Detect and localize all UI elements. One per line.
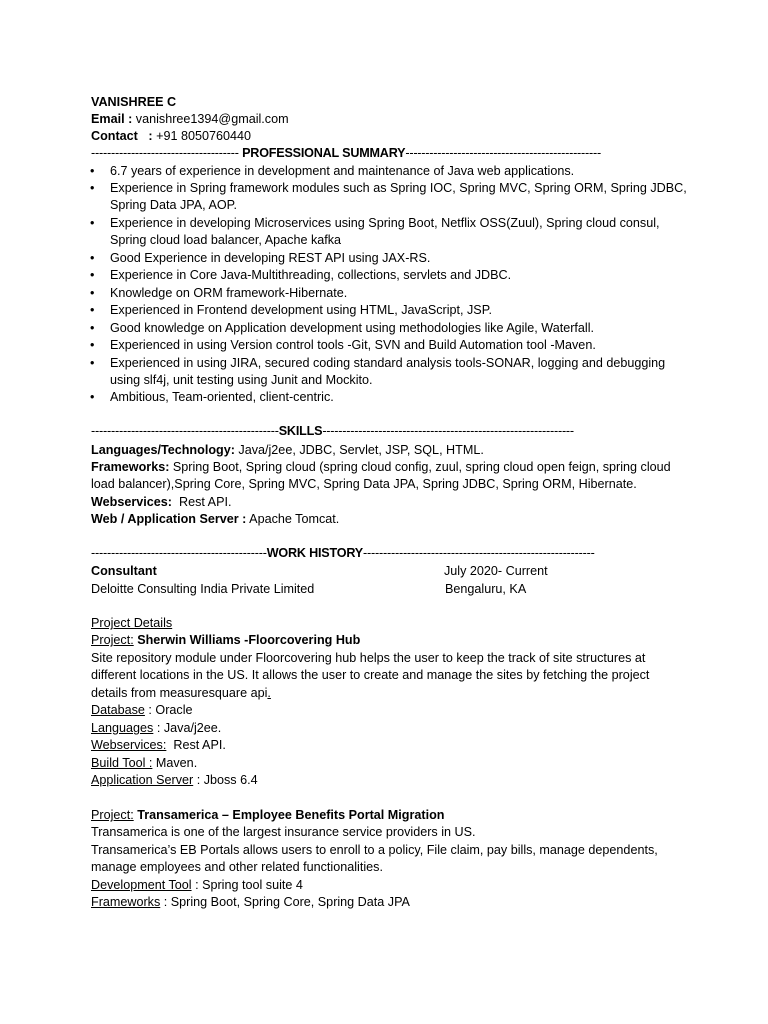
bullet-icon: • [90, 390, 95, 404]
project1-appserver-value: : Jboss 6.4 [196, 773, 258, 787]
bullet-icon: • [90, 251, 95, 265]
project1-appserver-label: Application Server [91, 773, 194, 787]
summary-item: • Good knowledge on Application development using methodologies like Agile, Waterfall. [110, 320, 690, 337]
project1-database-value: : Oracle [148, 703, 193, 717]
skills-webservices-value: Rest API. [178, 495, 232, 509]
summary-item: • Experienced in using JIRA, secured coding standard analysis tools-SONAR, logging and debugging using slf4j, unit testing using Junit and Mockito. [90, 356, 666, 388]
job-role: Consultant [91, 564, 157, 578]
work-right-dashes: ---------------------------------------------------------- [363, 546, 595, 560]
work-left-dashes: -------------------------------------------- [91, 546, 267, 560]
project1-buildtool [91, 755, 197, 772]
project1-webservices-label: Webservices: [91, 738, 167, 752]
project1-languages-value: : Java/j2ee. [156, 721, 222, 735]
contact-label: Contact [91, 129, 138, 143]
bullet-icon: • [90, 286, 95, 300]
bullet-icon: • [90, 321, 95, 335]
summary-title: PROFESSIONAL SUMMARY [242, 146, 406, 160]
project1-languages-label: Languages [91, 721, 154, 735]
project1-database [91, 702, 193, 719]
contact-value: +91 8050760440 [156, 129, 251, 143]
project2-devtool-label: Development Tool [91, 878, 192, 892]
skills-title: SKILLS [278, 424, 323, 438]
project1-desc: different locations in the US. It allows the user to create and manage the sites by fetching the project [91, 668, 650, 682]
summary-heading [91, 146, 601, 160]
work-title: WORK HISTORY [266, 546, 363, 560]
project2-label: Project: [91, 808, 134, 822]
project2-desc: manage employees and other related functionalities. [91, 860, 383, 874]
candidate-name: VANISHREE C [91, 95, 177, 109]
summary-item: • Experienced in Frontend development using HTML, JavaScript, JSP. [110, 302, 690, 319]
skills-appserver-label: Web / Application Server : [91, 512, 247, 526]
bullet-icon: • [90, 356, 95, 370]
skills-frameworks-continued: load balancer),Spring Core, Spring MVC, Spring Data JPA, Spring JDBC, Spring ORM, Hibernate. [91, 477, 637, 491]
project2-desc: Transamerica is one of the largest insurance service providers in US. [91, 825, 476, 839]
project1-webservices-value: Rest API. [173, 738, 226, 752]
skills-frameworks-value: Spring Boot, Spring cloud (spring cloud config, zuul, spring cloud open feign, spring cloud [172, 460, 671, 474]
skills-languages-label: Languages/Technology: [91, 443, 235, 457]
bullet-icon: • [90, 216, 95, 230]
project1-label: Project: [91, 633, 134, 647]
summary-item: • Experienced in using Version control tools -Git, SVN and Build Automation tool -Maven. [110, 337, 690, 354]
summary-item: • 6.7 years of experience in development and maintenance of Java web applications. [110, 163, 690, 180]
skills-webservices [91, 494, 231, 511]
summary-item: • Experience in developing Microservices using Spring Boot, Netflix OSS(Zuul), Spring cloud consul, Spring cloud load balancer, Apache kafka [90, 216, 660, 248]
project2-desc: Transamerica’s EB Portals allows users to enroll to a policy, File claim, pay bills, manage dependents, [91, 843, 658, 857]
project1-languages [91, 720, 221, 737]
project2-devtool-value: : Spring tool suite 4 [195, 878, 303, 892]
project2-name: Transamerica – Employee Benefits Portal Migration [137, 808, 445, 822]
summary-item: • Ambitious, Team-oriented, client-centric. [110, 389, 690, 406]
summary-right-dashes: ------------------------------------------------- [405, 146, 602, 160]
contact-line [91, 128, 251, 145]
skills-appserver-value: Apache Tomcat. [249, 512, 340, 526]
summary-left-dashes: ------------------------------------- [91, 146, 239, 160]
bullet-icon: • [90, 268, 95, 282]
job-company: Deloitte Consulting India Private Limited [91, 582, 315, 596]
project1-buildtool-label: Build Tool : [91, 756, 153, 770]
bullet-icon: • [90, 181, 95, 195]
project1-webservices [91, 737, 226, 754]
bullet-icon: • [90, 303, 95, 317]
work-heading [91, 546, 595, 560]
project1-database-label: Database [91, 703, 145, 717]
contact-separator: : [148, 129, 153, 143]
project1-buildtool-value: Maven. [155, 756, 198, 770]
skills-right-dashes: --------------------------------------------------------------- [322, 424, 574, 438]
project2-devtool [91, 877, 303, 894]
project2-title [91, 807, 444, 824]
email-label: Email : [91, 112, 133, 126]
summary-item: • Good Experience in developing REST API using JAX-RS. [110, 250, 690, 267]
skills-appserver [91, 511, 339, 528]
project1-desc: Site repository module under Floorcovering hub helps the user to keep the track of site structures at [91, 651, 646, 665]
project1-desc: details from measuresquare api. [91, 686, 271, 700]
email-line [91, 111, 289, 128]
skills-languages-value: Java/j2ee, JDBC, Servlet, JSP, SQL, HTML. [238, 443, 484, 457]
skills-frameworks [91, 459, 671, 476]
bullet-icon: • [90, 338, 95, 352]
summary-item: • Knowledge on ORM framework-Hibernate. [110, 285, 690, 302]
email-value: vanishree1394@gmail.com [135, 112, 289, 126]
project2-frameworks-value: : Spring Boot, Spring Core, Spring Data JPA [163, 895, 410, 909]
job-location: Bengaluru, KA [445, 582, 527, 596]
project2-frameworks [91, 894, 410, 911]
bullet-icon: • [90, 164, 95, 178]
skills-frameworks-label: Frameworks: [91, 460, 170, 474]
skills-left-dashes: ----------------------------------------------- [91, 424, 279, 438]
skills-languages [91, 442, 484, 459]
project2-frameworks-label: Frameworks [91, 895, 161, 909]
project1-name: Sherwin Williams -Floorcovering Hub [137, 633, 361, 647]
project-details-heading: Project Details [91, 616, 173, 630]
skills-heading [91, 424, 574, 438]
skills-webservices-label: Webservices: [91, 495, 172, 509]
summary-item: • Experience in Spring framework modules such as Spring IOC, Spring MVC, Spring ORM, Spring JDBC, Spring Data JPA, AOP. [90, 181, 687, 213]
job-dates: July 2020- Current [444, 564, 548, 578]
project1-appserver [91, 772, 258, 789]
project1-title [91, 632, 360, 649]
summary-item: • Experience in Core Java-Multithreading, collections, servlets and JDBC. [110, 267, 690, 284]
